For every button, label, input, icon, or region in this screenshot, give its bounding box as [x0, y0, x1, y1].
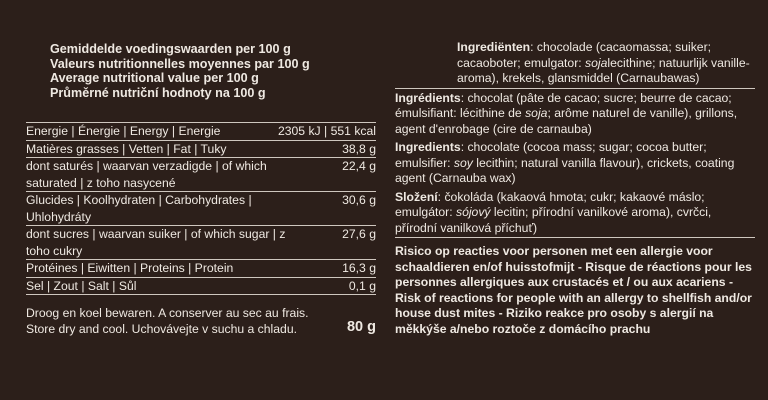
table-row [26, 123, 376, 140]
ingredients-title: Ingredients [395, 140, 461, 154]
allergen-highlight: sójový [455, 205, 491, 219]
nutrient-label: dont saturés | waarvan verzadigde | of which saturated | z toho nasycené [26, 159, 267, 190]
allergen-highlight: soja [525, 106, 548, 120]
ingredients-text: : chocolat (pâte de cacao; sucre; beurre de cacao; émulsifiant: lécithine de [395, 90, 732, 120]
nutrition-table [26, 122, 376, 295]
table-row [26, 192, 376, 225]
nutrient-label: Matières grasses | Vetten | Fat | Tuky [26, 141, 227, 156]
ingredients-cz [395, 188, 755, 238]
ingredients-text: : chocolade (cacaomassa; suiker; cacaoboter; emulgator: [457, 40, 712, 70]
table-row [26, 141, 376, 158]
storage-instructions: Droog en koel bewaren. A conserver au sec au frais. Store dry and cool. Uchovávejte v suchu a chladu. [26, 306, 309, 336]
heading-nl: Gemiddelde voedingswaarden per 100 g [50, 42, 291, 56]
ingredients-panel [395, 38, 755, 337]
ingredients-text: lecithin; natural vanilla flavour), crickets, coating agent (Carnauba wax) [395, 155, 735, 185]
ingredients-title: Ingrediënten [457, 40, 531, 54]
table-row [26, 278, 376, 295]
allergen-highlight: soy [453, 155, 473, 170]
section-rule [395, 237, 755, 238]
nutrient-value: 22,4 g [342, 159, 376, 173]
nutrient-value: 2305 kJ | 551 kcal [277, 124, 376, 138]
ingredients-en [395, 138, 755, 188]
table-row [26, 226, 376, 259]
nutrient-value: 38,8 g [342, 141, 376, 156]
table-row [26, 158, 376, 191]
net-weight: 80 g [346, 319, 376, 335]
nutrition-panel [26, 42, 376, 337]
heading-en: Average nutritional value per 100 g [50, 71, 259, 85]
nutrient-value: 30,6 g [342, 193, 376, 207]
nutrient-label: Protéines | Eiwitten | Proteins | Protein [26, 261, 234, 275]
ingredients-text: lecithine; natuurlijk vanille-aroma), krekels, glansmiddel (Carnaubawas) [457, 55, 750, 85]
nutrient-label: Energie | Énergie | Energy | Energie [26, 124, 221, 138]
heading-cz: Průměrné nutriční hodnoty na 100 g [50, 85, 266, 100]
nutrient-label: Glucides | Koolhydraten | Carbohydrates | Uhlohydráty [26, 193, 252, 224]
ingredients-text: ; arôme naturel de vanille), grillons, agent d'enrobage (cire de carnauba) [395, 106, 738, 136]
storage-section [26, 305, 376, 337]
nutrient-value: 0,1 g [348, 278, 376, 293]
nutrient-value: 27,6 g [342, 227, 376, 241]
ingredients-text: lecitin; přírodní vanilkové aroma), cvrčci, přírodní vanilková příchuť) [395, 205, 712, 235]
ingredients-fr [395, 89, 755, 139]
ingredients-text: : čokoláda (kakaová hmota; cukr; kakaové máslo; emulgátor: [395, 189, 705, 219]
nutrition-heading [50, 42, 376, 100]
ingredients-title: Složení [395, 189, 438, 204]
allergen-highlight: soja [585, 55, 608, 70]
ingredients-text: : chocolate (cocoa mass; sugar; cocoa butter; emulsifier: [395, 140, 707, 170]
ingredients-nl [395, 38, 755, 88]
table-row [26, 260, 376, 277]
allergy-warning: Risico op reacties voor personen met een allergie voor schaaldieren en/of huisstofmijt - Risque de réactions pour les personnes allergiques aux crustacés et / ou aux acariens - Risk of reactions for people with an allergy to shellfish and/or house dust mites - Riziko reakce pro osoby s alergií na měkkýše a/nebo roztoče z domácího prachu [395, 244, 752, 336]
nutrient-value: 16,3 g [342, 261, 376, 275]
nutrient-label: dont sucres | waarvan suiker | of which sugar | z toho cukry [26, 227, 286, 258]
ingredients-title: Ingrédients [395, 90, 461, 105]
heading-fr: Valeurs nutritionnelles moyennes par 100 g [50, 56, 310, 71]
nutrient-label: Sel | Zout | Salt | Sůl [26, 278, 137, 293]
table-rule [26, 294, 376, 295]
